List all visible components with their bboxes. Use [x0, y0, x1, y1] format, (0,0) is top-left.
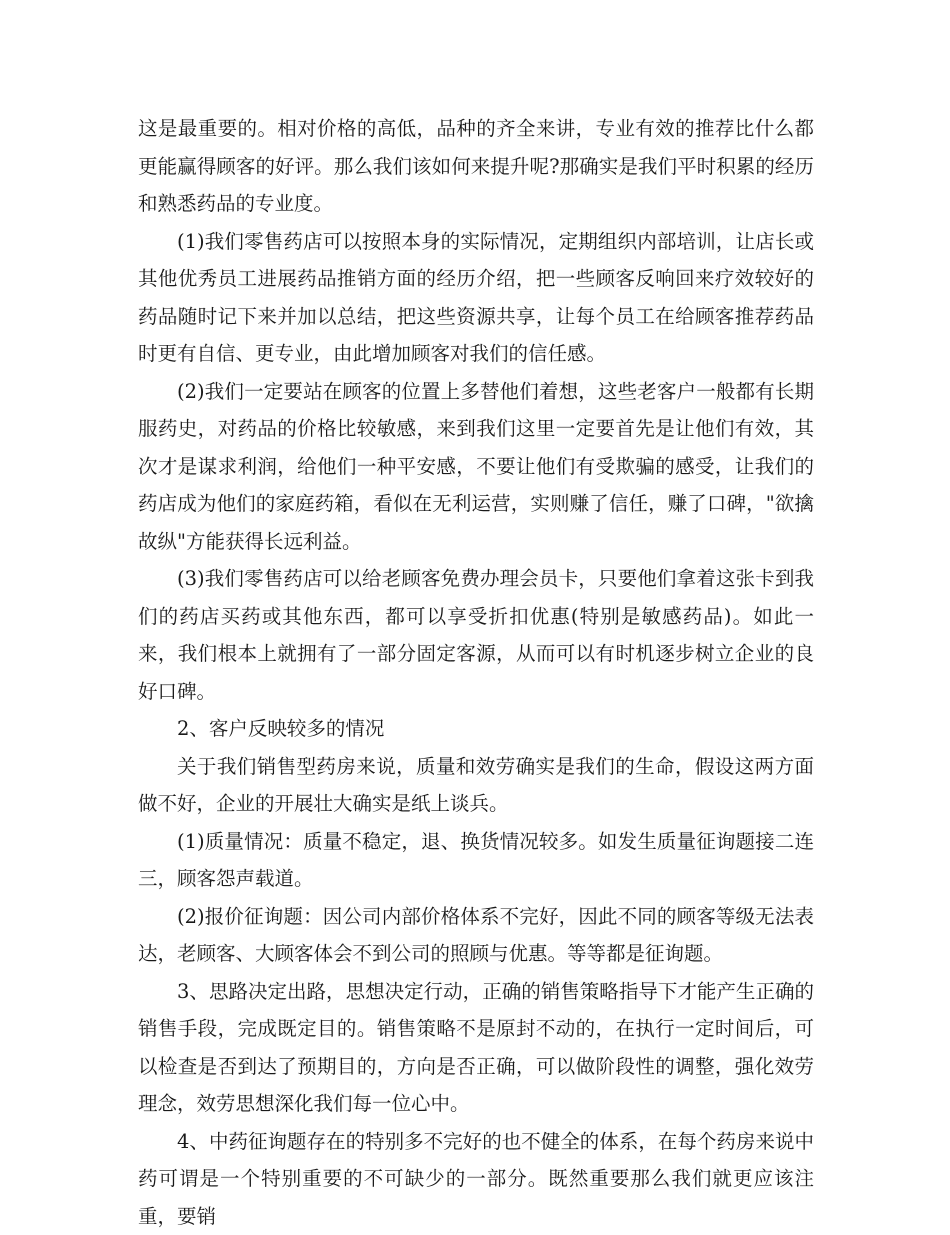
paragraph-1: 这是最重要的。相对价格的高低，品种的齐全来讲，专业有效的推荐比什么都更能赢得顾客的好评。那么我们该如何来提升呢?那确实是我们平时积累的经历和熟悉药品的专业度。 [138, 110, 814, 223]
paragraph-6: (1)质量情况：质量不稳定，退、换货情况较多。如发生质量征询题接二连三，顾客怨声载道。 [138, 823, 814, 898]
paragraph-9: 4、中药征询题存在的特别多不完好的也不健全的体系，在每个药房来说中药可谓是一个特别重要的不可缺少的一部分。既然重要那么我们就更应该注重，要销 [138, 1123, 814, 1235]
section-heading-2: 2、客户反映较多的情况 [138, 710, 814, 748]
document-body [138, 110, 814, 1235]
paragraph-3: (2)我们一定要站在顾客的位置上多替他们着想，这些老客户一般都有长期服药史，对药品的价格比较敏感，来到我们这里一定要首先是让他们有效，其次才是谋求利润，给他们一种平安感，不要让他们有受欺骗的感受，让我们的药店成为他们的家庭药箱，看似在无利运营，实则赚了信任，赚了口碑，"欲擒故纵"方能获得长远利益。 [138, 373, 814, 561]
paragraph-8: 3、思路决定出路，思想决定行动，正确的销售策略指导下才能产生正确的销售手段，完成既定目的。销售策略不是原封不动的，在执行一定时间后，可以检查是否到达了预期目的，方向是否正确，可以做阶段性的调整，强化效劳理念，效劳思想深化我们每一位心中。 [138, 973, 814, 1123]
paragraph-7: (2)报价征询题：因公司内部价格体系不完好，因此不同的顾客等级无法表达，老顾客、大顾客体会不到公司的照顾与优惠。等等都是征询题。 [138, 898, 814, 973]
paragraph-2: (1)我们零售药店可以按照本身的实际情况，定期组织内部培训，让店长或其他优秀员工进展药品推销方面的经历介绍，把一些顾客反响回来疗效较好的药品随时记下来并加以总结，把这些资源共享，让每个员工在给顾客推荐药品时更有自信、更专业，由此增加顾客对我们的信任感。 [138, 223, 814, 373]
paragraph-5: 关于我们销售型药房来说，质量和效劳确实是我们的生命，假设这两方面做不好，企业的开展壮大确实是纸上谈兵。 [138, 748, 814, 823]
paragraph-4: (3)我们零售药店可以给老顾客免费办理会员卡，只要他们拿着这张卡到我们的药店买药或其他东西，都可以享受折扣优惠(特别是敏感药品)。如此一来，我们根本上就拥有了一部分固定客源，从而可以有时机逐步树立企业的良好口碑。 [138, 560, 814, 710]
